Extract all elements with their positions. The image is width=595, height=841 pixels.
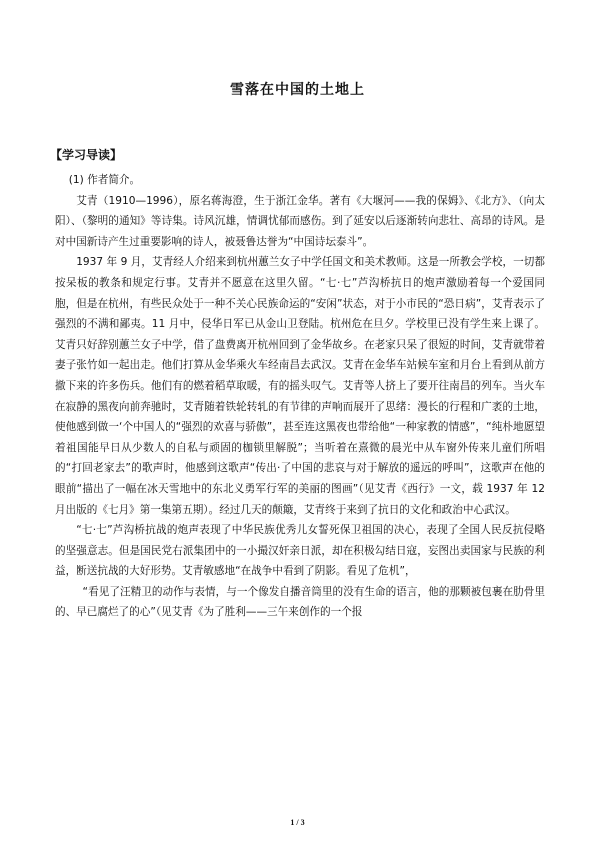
paragraph: 艾青（1910—1996），原名蒋海澄，生于浙江金华。著有《大堰河——我的保姆》、《北方》、（向太阳）、（黎明的通知》等诗集。诗风沉雄，情调忧郁而感伤。到了延安以后逐渐转向悲壮、高昂的诗风。是对中国新诗产生过重要影响的诗人，被聂鲁达誉为“中国诗坛泰斗”。: [55, 194, 545, 248]
quote-paragraph: “看见了汪精卫的动作与表情，与一个像发自播音筒里的没有生命的语言，他的那颗被包裹在肋骨里的、早已腐烂了的心”（见艾青《为了胜利——三午来创作的一个报: [55, 585, 545, 619]
paragraph: 1937 年 9 月，艾青经人介绍来到杭州蕙兰女子中学任国文和美术教师。这是一所教会学校，一切都按呆板的教条和规定行事。艾青并不愿意在这里久留。“七·七”芦沟桥抗日的炮声激励着每一个爱国同胞，但是在杭州，有些民众处于一种不关心民族命运的“安闲”状态，对于小市民的“恐日病”，艾青表示了强烈的不满和鄙夷。11 月中，侵华日军已从金山卫登陆。杭州危在旦夕。学校里已没有学生来上课了。艾青只好辞别蕙兰女子中学，借了盘费离开杭州回到了金华故乡。在老家只呆了很短的时间，艾青就带着妻子张竹如一起出走。他们打算从金华乘火车经南昌去武汉。艾青在金华车站候车室和月台上看到从前方撤下来的许多伤兵。他们有的燃着稻草取暖，有的摇头叹气。艾青等人挤上了要开往南昌的列车。当火车在寂静的黑夜向前奔驰时，艾青随着铁轮转轧的有节律的声响而展开了思绪：漫长的行程和广袤的土地，使他感到做一‘个中国人的“强烈的欢喜与骄傲”，甚至连这黑夜也带给他“一种家教的情感”，“纯朴地愿望着祖国能早日从少数人的自私与顽固的枷锁里解脱”；当听着在熹微的晨光中从车窗外传来儿童们所唱的“打回老家去”的歌声时，他感到这歌声“传出·了中国的悲哀与对于解放的遥远的呼叫”，这歌声在他的眼前“描出了一幅在冰天雪地中的东北义勇军行军的美丽的图画”（见艾青《西行》一文，载 1937 年 12 月出版的《七月》第一集第五期）。经过几天的颠簸，艾青终于来到了抗日的文化和政治中心武汉。: [55, 256, 545, 516]
page-number: 1 / 3: [290, 818, 305, 827]
paragraph: “七·七”芦沟桥抗战的炮声表现了中华民族优秀儿女誓死保卫祖国的决心，表现了全国人民反抗侵略的坚强意志。但是国民党右派集团中的一小撮汉奸亲日派，却在积极勾结日寇，妄图出卖国家与民族的利益，断送抗战的大好形势。艾青敏感地“在战争中看到了阴影。看见了危机”，: [55, 524, 545, 578]
section-heading: 【学习导读】: [50, 148, 123, 162]
document-body: [55, 170, 545, 623]
document-title: 雪落在中国的土地上: [230, 82, 365, 98]
subheading: (1) 作者简介。: [68, 174, 141, 186]
